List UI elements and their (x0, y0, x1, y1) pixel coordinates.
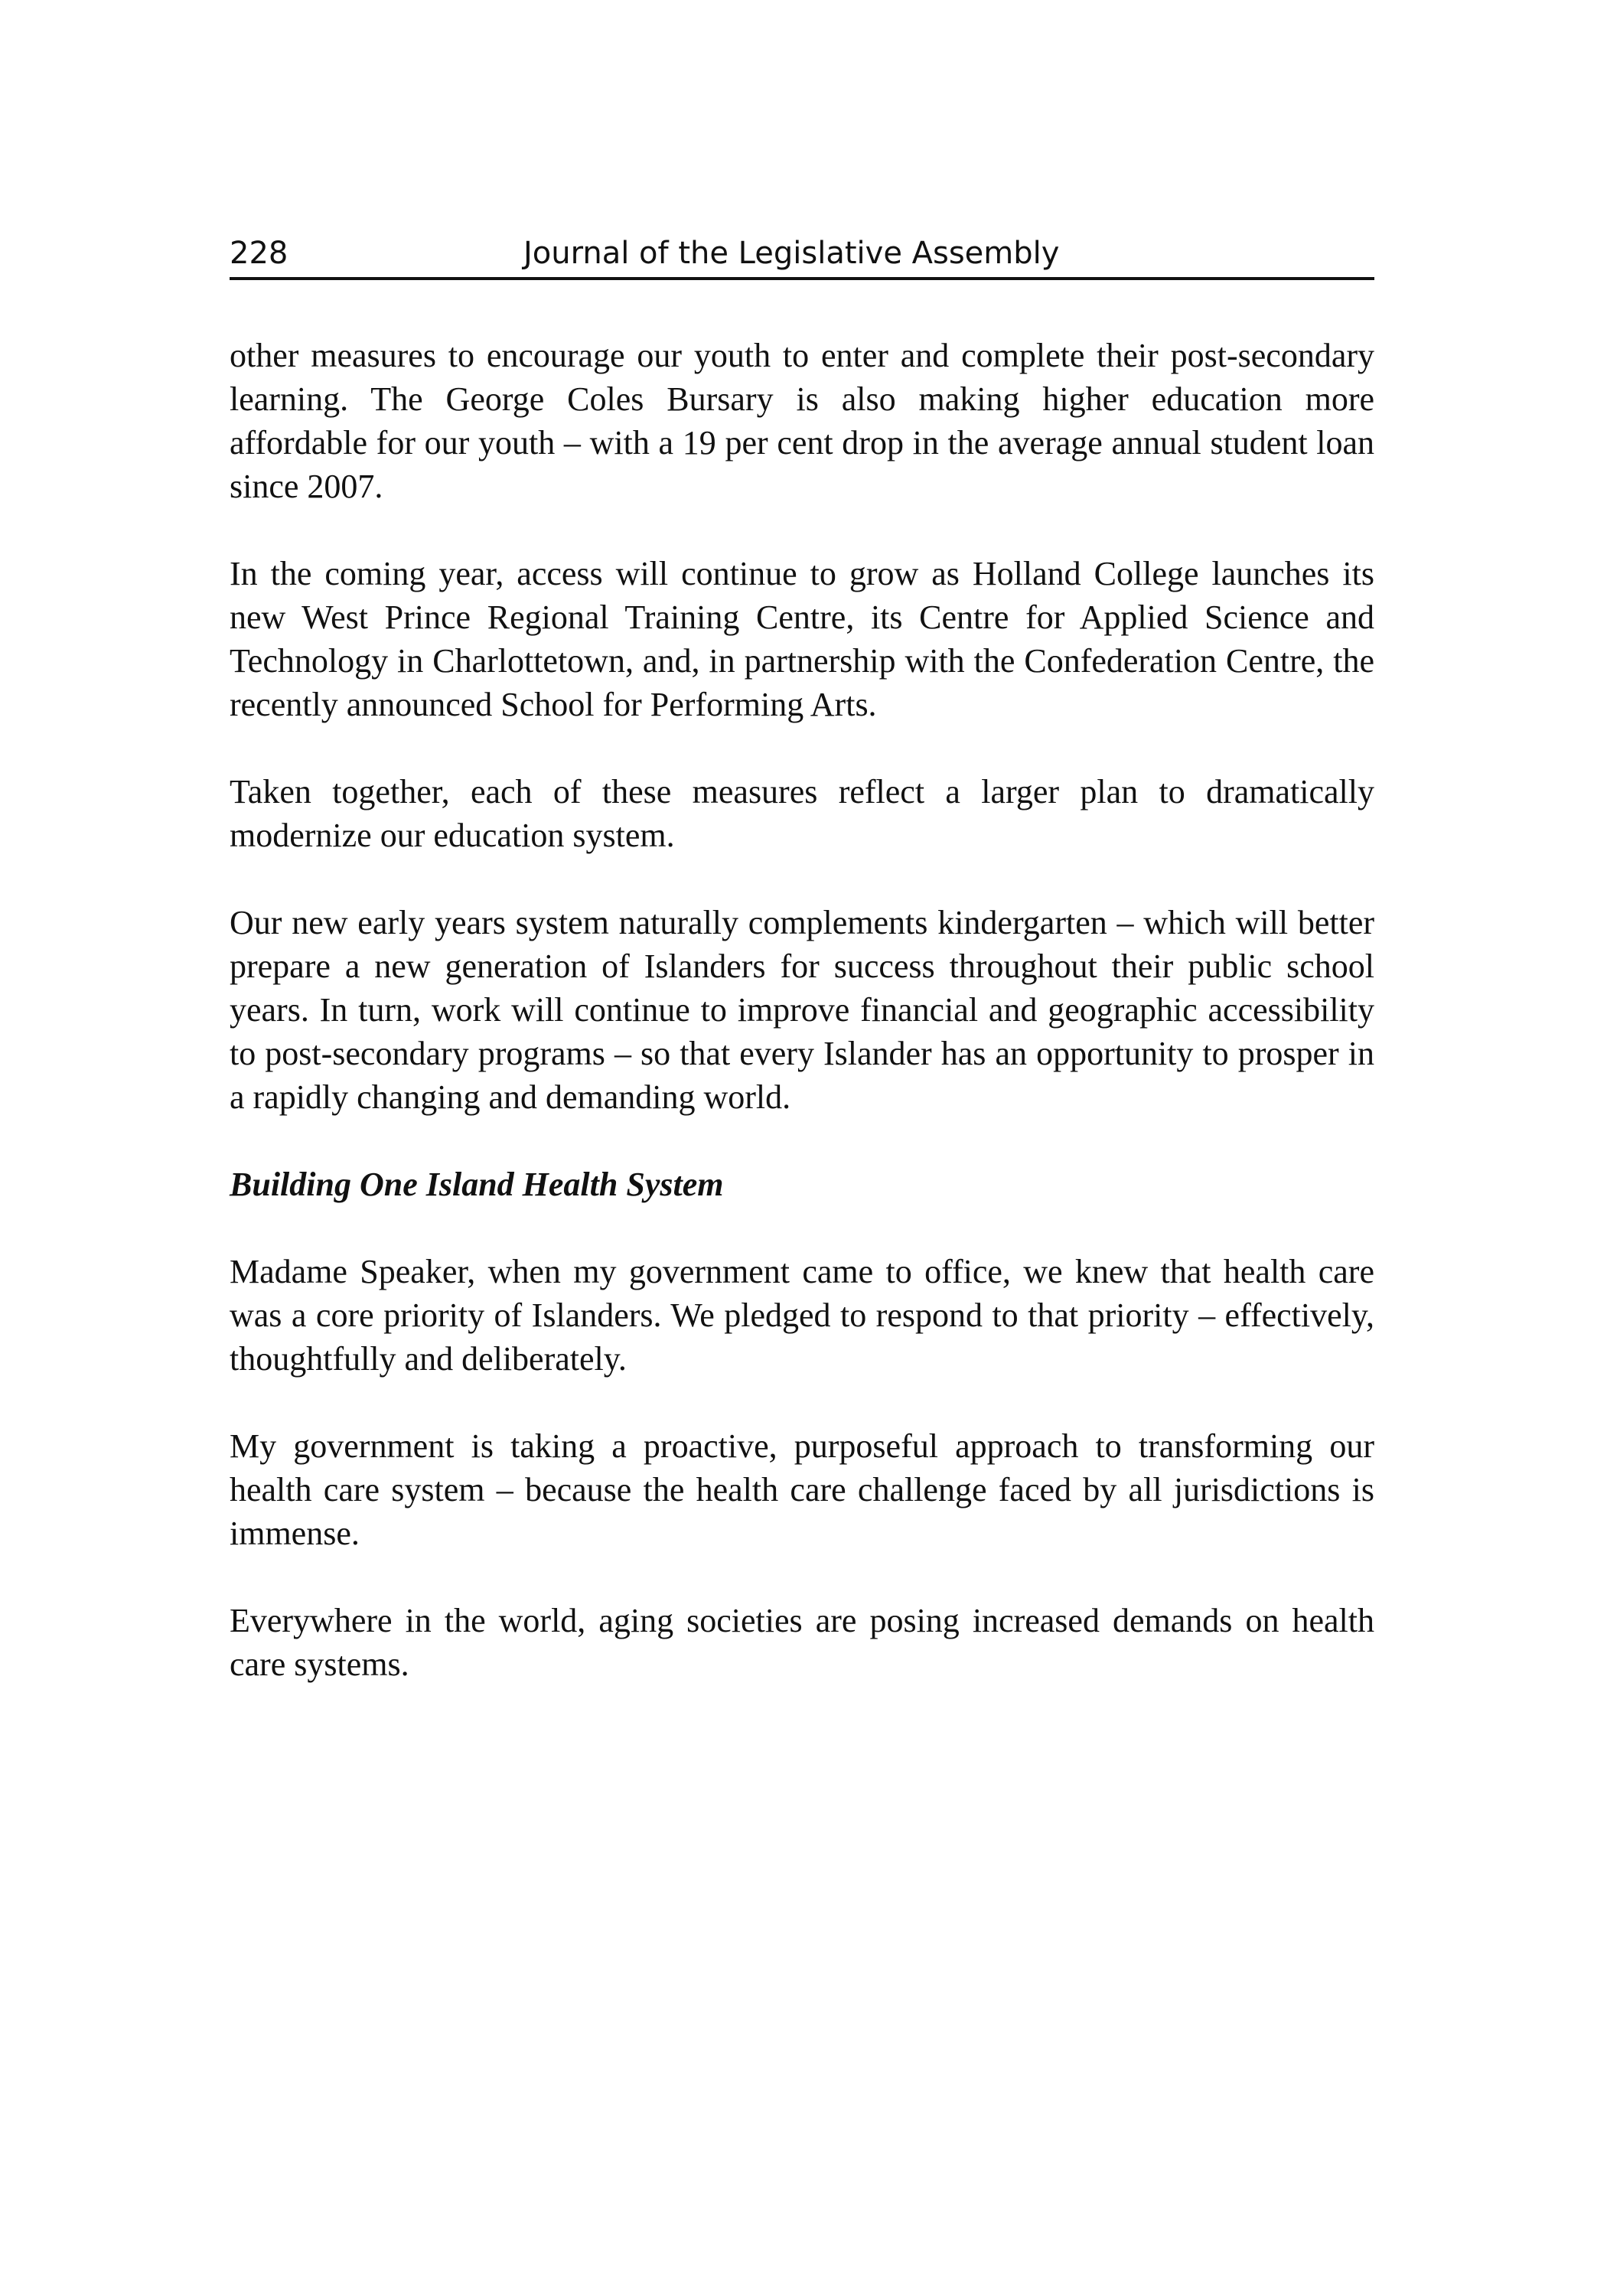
page-number: 228 (230, 236, 288, 271)
paragraph: Everywhere in the world, aging societies are posing increased demands on health care systems. (230, 1602, 1374, 1683)
journal-title: Journal of the Legislative Assembly (523, 236, 1060, 271)
paragraph: Madame Speaker, when my government came to office, we knew that health care was a core priority of Islanders. We pledged to respond to that priority – effectively, thoughtfully and deliberately. (230, 1253, 1374, 1378)
paragraph: Our new early years system naturally complements kindergarten – which will better prepare a new generation of Islanders for success throughout their public school years. In turn, work will continue to improve financial and geographic accessibility to post-secondary programs – so that every Islander has an opportunity to prosper in a rapidly changing and demanding world. (230, 904, 1374, 1116)
paragraph: My government is taking a proactive, purposeful approach to transforming our health care system – because the health care challenge faced by all jurisdictions is immense. (230, 1427, 1374, 1552)
paragraph: In the coming year, access will continue to grow as Holland College launches its new West Prince Regional Training Centre, its Centre for Applied Science and Technology in Charlottetown, and, in partnership with the Confederation Centre, the recently announced School for Performing Arts. (230, 555, 1374, 723)
section-heading: Building One Island Health System (230, 1166, 724, 1203)
paragraph: Taken together, each of these measures reflect a larger plan to dramatically modernize our education system. (230, 773, 1374, 854)
running-header (230, 230, 1374, 280)
document-page (230, 230, 1374, 1730)
body-text (230, 334, 1374, 1686)
paragraph: other measures to encourage our youth to enter and complete their post-secondary learning. The George Coles Bursary is also making higher education more affordable for our youth – with a 19 per cent drop in the average annual student loan since 2007. (230, 337, 1374, 505)
